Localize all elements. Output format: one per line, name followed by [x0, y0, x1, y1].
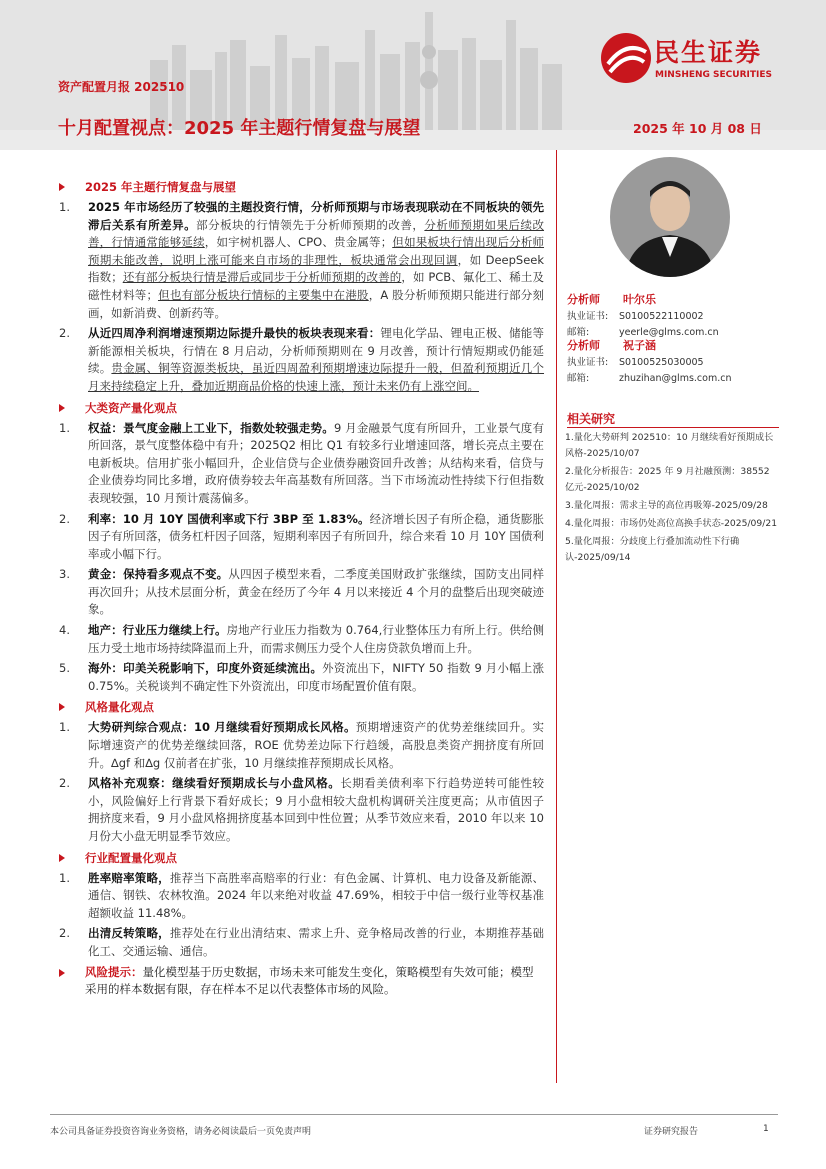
- paragraph-text: [88, 660, 544, 695]
- email-label: 邮箱:: [567, 327, 590, 338]
- paragraph-text: [88, 775, 544, 845]
- bullet-arrow-icon: [59, 969, 65, 977]
- text-run: 推荐处在行业出清结束、需求上升、竞争格局改善的行业，本期推荐基础化工、交通运输、通信。: [88, 926, 545, 958]
- analyst-1-title-row: [567, 291, 656, 307]
- footer-report-kind: 证券研究报告: [644, 1127, 699, 1137]
- logo-name: 民生证券: [654, 38, 763, 67]
- analyst-name: 叶尔乐: [623, 293, 656, 306]
- analyst-2-email-row: [567, 370, 731, 384]
- text-run: ，A 股分析师预期只能进行部分刻画，如新消费、创新药等。: [88, 287, 544, 320]
- item-number: 5.: [59, 661, 70, 676]
- analyst-role: 分析师: [567, 293, 600, 306]
- risk-warning: [56, 964, 544, 999]
- analyst-name: 祝子涵: [623, 339, 656, 352]
- underlined-text: 还有部分板块行情是滞后或同步于分析师预期的改善的: [122, 270, 402, 285]
- section-title: 2025 年主题行情复盘与展望: [85, 180, 237, 194]
- paragraph-text: [88, 622, 544, 657]
- risk-label: 风险提示：: [85, 964, 143, 979]
- cert-label: 执业证书:: [567, 357, 609, 368]
- paragraph: [56, 511, 544, 564]
- related-item[interactable]: 1.量化大势研判 202510：10 月继续看好预期成长风格-2025/10/07: [565, 432, 774, 459]
- analyst-photo: [610, 157, 730, 277]
- paragraph-text: [88, 199, 544, 322]
- underlined-text: 但如果板块行情出现后分析师预期未能改善，说明上涨可能来自市场的非理性，板块通常会出现回调: [88, 235, 545, 267]
- text-run: 推荐当下高胜率高赔率的行业：有色金属、计算机、电力设备及新能源、通信、钢铁、农林牧渔。2024 年以来绝对收益 47.69%，相较于中信一级行业等权基准超额收益 11.48%。: [88, 870, 545, 920]
- paragraph: [56, 622, 544, 657]
- underlined-text: 但也有部分板块行情标的主要集中在港股: [157, 287, 369, 302]
- text-run: 9 月金融景气度有所回升，工业景气度有所回落，景气度整体稳中有升；2025Q2 相比 Q1 有较多行业增速回落，增长亮点主要在电新板块。信用扩张小幅回升，企业信贷与企业债券融资回升改善；从结构来看，信贷与企业债券均同比多增，政府债券较去年高基数有所回落。当下市场流动性持续下行但指数表现较强，10 月预计震荡偏多。: [88, 420, 544, 505]
- item-number: 1.: [59, 420, 70, 435]
- section-title: 风格量化观点: [85, 700, 154, 715]
- paragraph: [56, 925, 544, 960]
- paragraph: [56, 870, 544, 923]
- paragraph: [56, 566, 544, 619]
- risk-text-block: [85, 964, 544, 999]
- related-research-list: [565, 430, 779, 568]
- related-divider: [567, 427, 779, 428]
- analyst-email[interactable]: yeerle@glms.com.cn: [619, 327, 719, 338]
- cert-number: S0100522110002: [619, 311, 704, 322]
- bullet-arrow-icon: [59, 854, 65, 862]
- bullet-arrow-icon: [59, 183, 65, 191]
- analyst-email[interactable]: zhuzihan@glms.com.cn: [619, 373, 732, 384]
- related-item[interactable]: 5.量化周报：分歧度上行叠加流动性下行确认-2025/09/14: [565, 536, 740, 563]
- paragraph-text: [88, 420, 544, 508]
- related-item[interactable]: 3.量化周报：需求主导的高位再吸筹-2025/09/28: [565, 500, 768, 511]
- paragraph-text: [88, 870, 544, 923]
- text-run: ，如宇树机器人、CPO、贵金属等；: [204, 235, 393, 250]
- paragraph-text: [88, 925, 544, 960]
- analyst-role: 分析师: [567, 339, 600, 352]
- bullet-arrow-icon: [59, 404, 65, 412]
- text-run: ，如 PCB、氟化工、稀土及磁性材料等；: [88, 270, 545, 302]
- paragraph: [56, 660, 544, 695]
- section-header: [56, 178, 544, 196]
- bullet-arrow-icon: [59, 703, 65, 711]
- bold-lead: 黄金：保持看多观点不变。: [88, 567, 229, 582]
- analyst-portrait-icon: [610, 157, 730, 277]
- paragraph-text: [88, 325, 544, 395]
- item-number: 2.: [59, 326, 70, 341]
- bold-lead: 胜率赔率策略，: [88, 870, 170, 885]
- text-run: 预期增速资产的优势差继续回升。实际增速资产的优势差继续回落，ROE 优势差边际下行趋缓，高股息类资产拥挤度有所回升。∆gf 和∆g 仅前者在扩张，10 月继续推荐预期成长风格。: [88, 720, 544, 770]
- item-number: 2.: [59, 926, 70, 941]
- text-run: ，如 DeepSeek 指数；: [88, 252, 544, 285]
- item-number: 3.: [59, 567, 70, 582]
- report-type: 资产配置月报 202510: [58, 80, 185, 94]
- paragraph: [56, 775, 544, 845]
- bold-lead: 风格补充观察：继续看好预期成长与小盘风格。: [88, 776, 341, 791]
- analyst-1-email-row: [567, 324, 719, 338]
- paragraph-text: [88, 719, 544, 772]
- cert-label: 执业证书:: [567, 311, 609, 322]
- logo-english-name: MINSHENG SECURITIES: [655, 70, 772, 80]
- item-number: 1.: [59, 870, 70, 885]
- text-run: 锂电化学品、锂电正极、储能等新能源相关板块，行情在 8 月启动，分析师预期则在 9 月改善，预计行情短期或仍能延续。: [88, 326, 545, 376]
- risk-text: 量化模型基于历史数据，市场未来可能发生变化，策略模型有失效可能；模型采用的样本数据有限，存在样本不足以代表整体市场的风险。: [85, 964, 534, 997]
- underlined-text: 分析师预期如果后续改善，行情通常能够延续: [88, 217, 545, 250]
- footer-divider: [50, 1114, 778, 1115]
- analyst-2-title-row: [567, 337, 656, 353]
- related-item[interactable]: 2.量化分析报告：2025 年 9 月社融预测：38552 亿元-2025/10/02: [565, 466, 770, 493]
- text-run: 从四因子模型来看，二季度美国财政扩张继续，国防支出同样再次回升；从技术层面分析，黄金在经历了今年 4 月以来接近 4 个月的盘整后出现突破迹象。: [88, 567, 545, 617]
- section-title: 行业配置量化观点: [85, 850, 177, 865]
- section-header: [56, 849, 544, 867]
- item-number: 2.: [59, 511, 70, 526]
- item-number: 4.: [59, 623, 70, 638]
- section-title: 大类资产量化观点: [85, 400, 177, 415]
- text-run: 外资流出下，NIFTY 50 指数 9 月小幅上涨 0.75%。关税谈判不确定性下外资流出，印度市场配置价值有限。: [88, 661, 545, 693]
- text-run: 长期看美债利率下行趋势逆转可能性较小，风险偏好上行背景下看好成长；9 月小盘相较大盘机构调研关注度更高；从市值因子拥挤度来看，9 月小盘风格拥挤度基本回到中性位置；从季节效应来看，2010 年以来 10 月份大小盘无明显季节效应。: [88, 776, 544, 843]
- bold-lead: 大势研判综合观点：10 月继续看好预期成长风格。: [88, 720, 356, 735]
- paragraph: [56, 325, 544, 395]
- paragraph-text: [88, 566, 544, 619]
- section-header: [56, 399, 544, 417]
- bold-lead: 地产：行业压力继续上行。: [88, 623, 227, 638]
- bold-lead: 2025 年市场经历了较强的主题投资行情，分析师预期与市场表现联动在不同板块的领先滞后关系有所差异。: [88, 200, 544, 232]
- text-run: 经济增长因子有所企稳，通货膨胀因子有所回落，债务杠杆因子回落，短期利率因子有所回升，综合来看 10 月 10Y 国债利率或小幅下行。: [88, 511, 544, 561]
- bold-lead: 海外：印美关税影响下，印度外资延续流出。: [88, 661, 323, 676]
- related-item[interactable]: 4.量化周报：市场仍处高位高换手状态-2025/09/21: [565, 518, 778, 529]
- analyst-1-cert-row: [567, 308, 704, 322]
- related-research-title: 相关研究: [567, 412, 616, 426]
- section-header: [56, 698, 544, 716]
- paragraph: [56, 420, 544, 508]
- footer-disclaimer: 本公司具备证券投资咨询业务资格，请务必阅读最后一页免责声明: [50, 1127, 312, 1137]
- underlined-text: 贵金属、铜等资源类板块，虽近四周盈利预期增速边际提升一般，但盈利预期近几个月来持续稳定上升，叠加近期商品价格的快速上涨，预计未来仍有上涨空间。: [88, 361, 545, 393]
- header-banner: [0, 0, 826, 150]
- bold-lead: 出清反转策略，: [88, 926, 170, 941]
- paragraph-text: [88, 511, 544, 564]
- bold-lead: 权益：景气度金融上工业下，指数处较强走势。: [88, 420, 334, 435]
- cert-number: S0100525030005: [619, 357, 704, 368]
- paragraph: [56, 199, 544, 322]
- item-number: 2.: [59, 776, 70, 791]
- analyst-2-cert-row: [567, 354, 704, 368]
- text-run: 部分板块的行情领先于分析师预期的改善，: [196, 217, 425, 232]
- item-number: 1.: [59, 200, 70, 214]
- page-number: 1: [763, 1124, 769, 1134]
- paragraph: [56, 719, 544, 772]
- column-divider: [556, 150, 557, 1083]
- bold-lead: 利率：10 月 10Y 国债利率或下行 3BP 至 1.83%。: [88, 511, 370, 526]
- main-content: [56, 175, 544, 999]
- report-date: 2025 年 10 月 08 日: [633, 121, 762, 136]
- bold-lead: 从近四周净利润增速预期边际提升最快的板块表现来看：: [88, 326, 381, 341]
- text-run: 房地产行业压力指数为 0.764,行业整体压力有所上行。供给侧压力受土地市场持续降温而上升，而需求侧压力受个人住房贷款负增而上升。: [88, 623, 545, 655]
- item-number: 1.: [59, 720, 70, 735]
- page-title: 十月配置视点：2025 年主题行情复盘与展望: [58, 118, 421, 139]
- email-label: 邮箱:: [567, 373, 590, 384]
